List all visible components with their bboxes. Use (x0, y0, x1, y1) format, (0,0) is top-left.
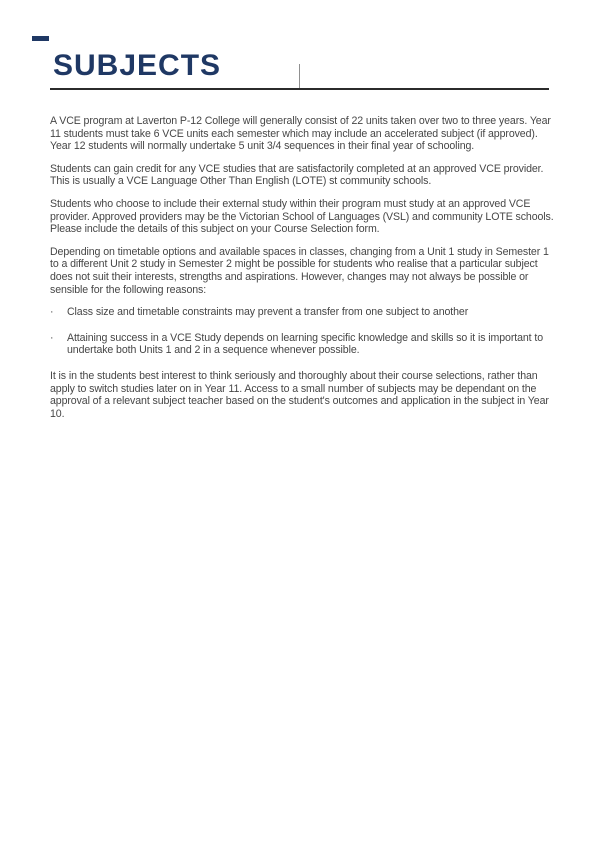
bullet-item-class-size (50, 306, 555, 319)
title-underline-rule (50, 88, 549, 90)
bullet-item-text: Class size and timetable constraints may prevent a transfer from one subject to another (67, 306, 469, 319)
bullet-marker: · (50, 306, 54, 319)
title-tick-mark (299, 64, 300, 88)
accent-dash (32, 36, 49, 41)
bullet-marker: · (50, 331, 54, 344)
bullet-item-attaining-success (50, 332, 555, 357)
paragraph-timetable-options: Depending on timetable options and available spaces in classes, changing from a Unit 1 study in Semester 1 to a different Unit 2 study in Semester 2 might be possible for students who realise that a particular subject does not suit their interests, strengths and aspirations. However, changes may not always be possible or sensible for the following reasons: (50, 245, 549, 296)
paragraph-credit: Students can gain credit for any VCE studies that are satisfactorily completed at an approved VCE provider. This is usually a VCE Language Other Than English (LOTE) st community schools. (50, 162, 544, 188)
reasons-bullet-list (50, 306, 555, 357)
paragraph-vce-program: A VCE program at Laverton P-12 College will generally consist of 22 units taken over two to three years. Year 11 students must take 6 VCE units each semester which may include an accelerated subject (if approved). Year 12 students will normally undertake 5 unit 3/4 sequences in their final year of schooling. (50, 115, 551, 153)
body-text-block (50, 115, 555, 430)
paragraph-external-study: Students who choose to include their external study within their program must study at an approved VCE provider. Approved providers may be the Victorian School of Languages (VSL) and community LOTE schools. Please include the details of this subject on your Course Selection form. (50, 197, 554, 236)
paragraph-closing: It is in the students best interest to think seriously and thoroughly about their course selections, rather than apply to switch studies later on in Year 11. Access to a small number of subjects may be dependant on the approval of a relevant subject teacher based on the student's outcomes and application in the subject in Year 10. (50, 369, 549, 420)
page-title: SUBJECTS (53, 49, 222, 82)
bullet-item-text: Attaining success in a VCE Study depends on learning specific knowledge and skills so it is important to undertake both Units 1 and 2 in a sequence whenever possible. (67, 331, 543, 357)
